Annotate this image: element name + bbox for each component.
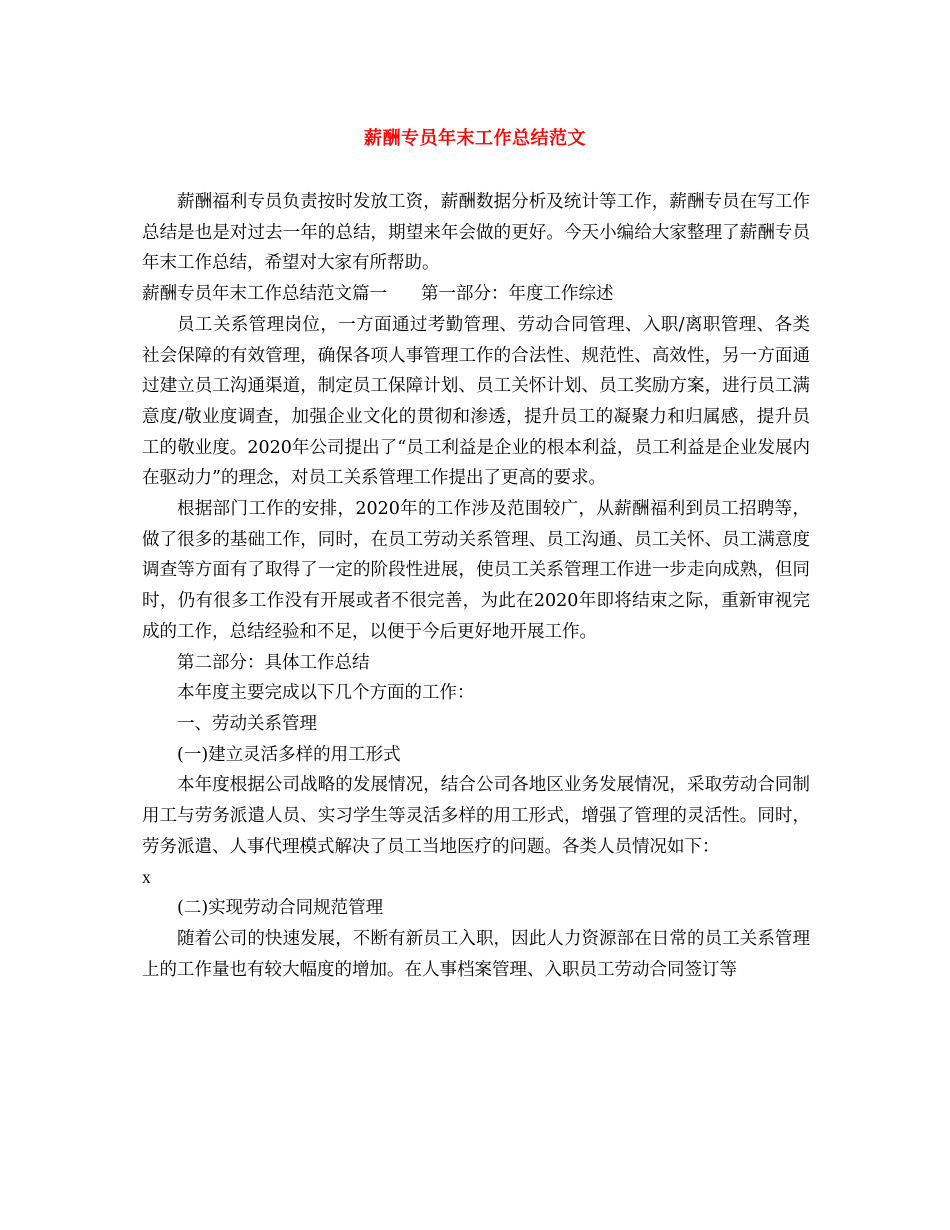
subheading-flexible-employment: (一)建立灵活多样的用工形式 (177, 744, 401, 765)
item-heading-labor-relations: 一、劳动关系管理 (177, 713, 317, 734)
section-heading-right: 第一部分：年度工作综述 (421, 284, 614, 305)
section-heading (142, 279, 810, 310)
summary-line: 本年度主要完成以下几个方面的工作： (177, 683, 475, 704)
subheading-contract-management: (二)实现劳动合同规范管理 (177, 898, 384, 919)
contract-paragraph: 随着公司的快速发展，不断有新员工入职，因此人力资源部在日常的员工关系管理上的工作量也有较大幅度的增加。在人事档案管理、入职员工劳动合同签订等 (142, 928, 810, 980)
intro-paragraph: 薪酬福利专员负责按时发放工资，薪酬数据分析及统计等工作，薪酬专员在写工作总结是也是对过去一年的总结，期望来年会做的更好。今天小编给大家整理了薪酬专员年末工作总结，希望对大家有所帮助。 (142, 192, 810, 274)
progress-paragraph: 根据部门工作的安排，2020年的工作涉及范围较广，从薪酬福利到员工招聘等，做了很多的基础工作，同时，在员工劳动关系管理、员工沟通、员工关怀、员工满意度调查等方面有了取得了一定的阶段性进展，使员工关系管理工作进一步走向成熟，但同时，仍有很多工作没有开展或者不很完善，为此在2020年即将结束之际，重新审视完成的工作，总结经验和不足，以便于今后更好地开展工作。 (142, 499, 810, 642)
part-two-heading: 第二部分：具体工作总结 (177, 652, 370, 673)
overview-paragraph: 员工关系管理岗位，一方面通过考勤管理、劳动合同管理、入职/离职管理、各类社会保障的有效管理，确保各项人事管理工作的合法性、规范性、高效性，另一方面通过建立员工沟通渠道，制定员工保障计划、员工关怀计划、员工奖励方案，进行员工满意度/敬业度调查，加强企业文化的贯彻和渗透，提升员工的凝聚力和归属感，提升员工的敬业度。2020年公司提出了“员工利益是企业的根本利益，员工利益是企业发展内在驱动力”的理念，对员工关系管理工作提出了更高的要求。 (142, 314, 810, 489)
document-body (142, 187, 810, 985)
section-heading-left: 薪酬专员年末工作总结范文篇一 (142, 284, 387, 305)
employment-paragraph: 本年度根据公司战略的发展情况，结合公司各地区业务发展情况，采取劳动合同制用工与劳务派遣人员、实习学生等灵活多样的用工形式，增强了管理的灵活性。同时，劳务派遣、人事代理模式解决了员工当地医疗的问题。各类人员情况如下： (142, 775, 810, 857)
placeholder-mark: x (142, 867, 151, 888)
document-title: 薪酬专员年末工作总结范文 (364, 128, 586, 149)
